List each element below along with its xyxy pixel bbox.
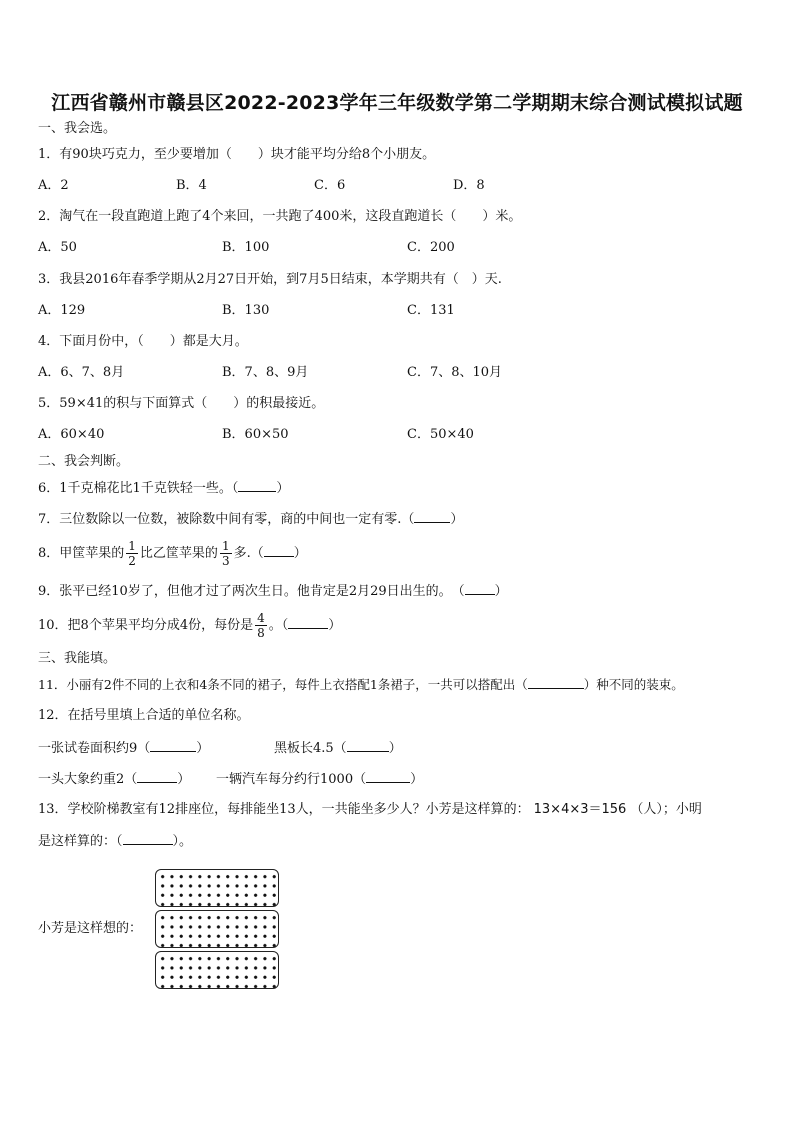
q11-close: ）种不同的装束。 — [583, 677, 684, 692]
q1-option-a[interactable]: A．2 — [38, 178, 69, 193]
q12-item-4-blank[interactable] — [366, 770, 410, 783]
q12-item-3-text: 一头大象约重2（ — [38, 772, 138, 787]
q4-option-b[interactable]: B．7、8、9月 — [222, 365, 309, 380]
section-heading-fill: 三、我能填。 — [38, 651, 117, 666]
seat-dot-grid-1 — [155, 869, 279, 907]
q3-option-c[interactable]: C．131 — [407, 303, 455, 318]
q10-fraction — [255, 611, 267, 640]
q13-formula: 13×4×3＝156 — [533, 802, 627, 817]
q12-item-1-text: 一张试卷面积约9（ — [38, 741, 151, 756]
q10-answer-blank[interactable] — [288, 616, 328, 629]
q9-answer-blank[interactable] — [465, 582, 495, 595]
q8-fraction-1 — [126, 539, 138, 568]
q6-answer-blank[interactable] — [238, 479, 276, 492]
q6-close: ） — [276, 481, 290, 496]
q12-item-4 — [216, 770, 423, 789]
q8-answer-blank[interactable] — [264, 544, 294, 557]
question-1: 1．有90块巧克力，至少要增加（ ）块才能平均分给8个小朋友。 — [38, 147, 436, 162]
q2-option-b[interactable]: B．100 — [222, 240, 270, 255]
q1-option-b[interactable]: B．4 — [176, 178, 207, 193]
q13-text-a: 13．学校阶梯教室有12排座位，每排能坐13人，一共能坐多少人？小芳是这样算的： — [38, 802, 530, 817]
q8-fraction-1-denominator: 2 — [128, 554, 136, 568]
question-7 — [38, 510, 463, 529]
q1-option-d[interactable]: D．8 — [453, 178, 485, 193]
seat-dot-grid-2 — [155, 910, 279, 948]
page-title: 江西省赣州市赣县区2022-2023学年三年级数学第二学期期末综合测试模拟试题 — [51, 92, 743, 114]
q3-option-b[interactable]: B．130 — [222, 303, 270, 318]
q12-item-1 — [38, 739, 209, 758]
question-13-line-1 — [38, 801, 702, 819]
q3-option-a[interactable]: A．129 — [38, 303, 86, 318]
q12-item-2-blank[interactable] — [347, 739, 389, 752]
question-2: 2．淘气在一段直跑道上跑了4个来回，一共跑了400米，这段直跑道长（ ）米。 — [38, 209, 522, 224]
q13-line-2-text: 是这样算的：（ — [38, 834, 123, 849]
q7-answer-blank[interactable] — [414, 510, 450, 523]
section-heading-choose: 一、我会选。 — [38, 121, 117, 136]
q12-item-2-text: 黑板长4.5（ — [274, 741, 347, 756]
q13-answer-blank[interactable] — [123, 832, 173, 845]
q11-answer-blank[interactable] — [528, 676, 584, 689]
q9-close: ） — [494, 584, 508, 599]
q8-text-c: 多.（ — [233, 546, 264, 561]
q12-item-1-close: ） — [196, 741, 210, 756]
q4-option-c[interactable]: C．7、8、10月 — [407, 365, 503, 380]
q12-item-3 — [38, 770, 190, 789]
q8-fraction-2-numerator: 1 — [221, 539, 230, 553]
q2-option-a[interactable]: A．50 — [38, 240, 77, 255]
q13-close: ）。 — [172, 834, 193, 849]
question-10 — [38, 608, 341, 644]
q1-option-c[interactable]: C．6 — [314, 178, 346, 193]
section-heading-judge: 二、我会判断。 — [38, 454, 130, 469]
q9-text: 9．张平已经10岁了，但他才过了两次生日。他肯定是2月29日出生的。 （ — [38, 584, 465, 599]
q10-text-b: 。（ — [268, 618, 289, 633]
q8-fraction-2-denominator: 3 — [221, 554, 230, 568]
q7-close: ） — [450, 512, 464, 527]
q12-item-4-close: ） — [410, 772, 424, 787]
q13-diagram-label: 小芳是这样想的： — [38, 921, 143, 936]
q12-item-2-close: ） — [388, 741, 402, 756]
q11-text: 11．小丽有2件不同的上衣和4条不同的裙子，每件上衣搭配1条裙子，一共可以搭配出（ — [38, 677, 528, 692]
seat-dot-grid-3 — [155, 951, 279, 989]
question-4: 4．下面月份中，（ ）都是大月。 — [38, 334, 248, 349]
q7-text: 7．三位数除以一位数，被除数中间有零，商的中间也一定有零.（ — [38, 512, 415, 527]
q8-fraction-2 — [220, 539, 232, 568]
q10-close: ） — [328, 618, 342, 633]
q5-option-c[interactable]: C．50×40 — [407, 427, 474, 442]
q10-fraction-denominator: 8 — [257, 626, 265, 640]
question-9 — [38, 582, 508, 601]
q12-item-4-text: 一辆汽车每分约行1000（ — [216, 772, 367, 787]
q8-close: ） — [293, 546, 307, 561]
question-5: 5．59×41的积与下面算式（ ）的积最接近。 — [38, 396, 325, 411]
q13-text-b: （人）；小明 — [630, 802, 702, 817]
q12-item-3-blank[interactable] — [137, 770, 177, 783]
question-3: 3．我县2016年春季学期从2月27日开始，到7月5日结束，本学期共有（ ）天. — [38, 272, 502, 287]
q10-text-a: 10．把8个苹果平均分成4份，每份是 — [38, 618, 254, 633]
question-13-line-2 — [38, 832, 192, 851]
q12-item-2 — [274, 739, 402, 758]
q12-item-3-close: ） — [177, 772, 191, 787]
q12-item-1-blank[interactable] — [150, 739, 196, 752]
question-11 — [38, 676, 684, 694]
q8-fraction-1-numerator: 1 — [128, 539, 136, 553]
q5-option-a[interactable]: A．60×40 — [38, 427, 105, 442]
q8-text-a: 8．甲筐苹果的 — [38, 546, 125, 561]
question-6 — [38, 479, 289, 498]
question-12: 12．在括号里填上合适的单位名称。 — [38, 708, 250, 723]
q4-option-a[interactable]: A．6、7、8月 — [38, 365, 125, 380]
q10-fraction-numerator: 4 — [257, 611, 265, 625]
question-8 — [38, 537, 307, 571]
q8-text-b: 比乙筐苹果的 — [139, 546, 218, 561]
q5-option-b[interactable]: B．60×50 — [222, 427, 289, 442]
q2-option-c[interactable]: C．200 — [407, 240, 455, 255]
q6-text: 6．1千克棉花比1千克铁轻一些。（ — [38, 481, 239, 496]
